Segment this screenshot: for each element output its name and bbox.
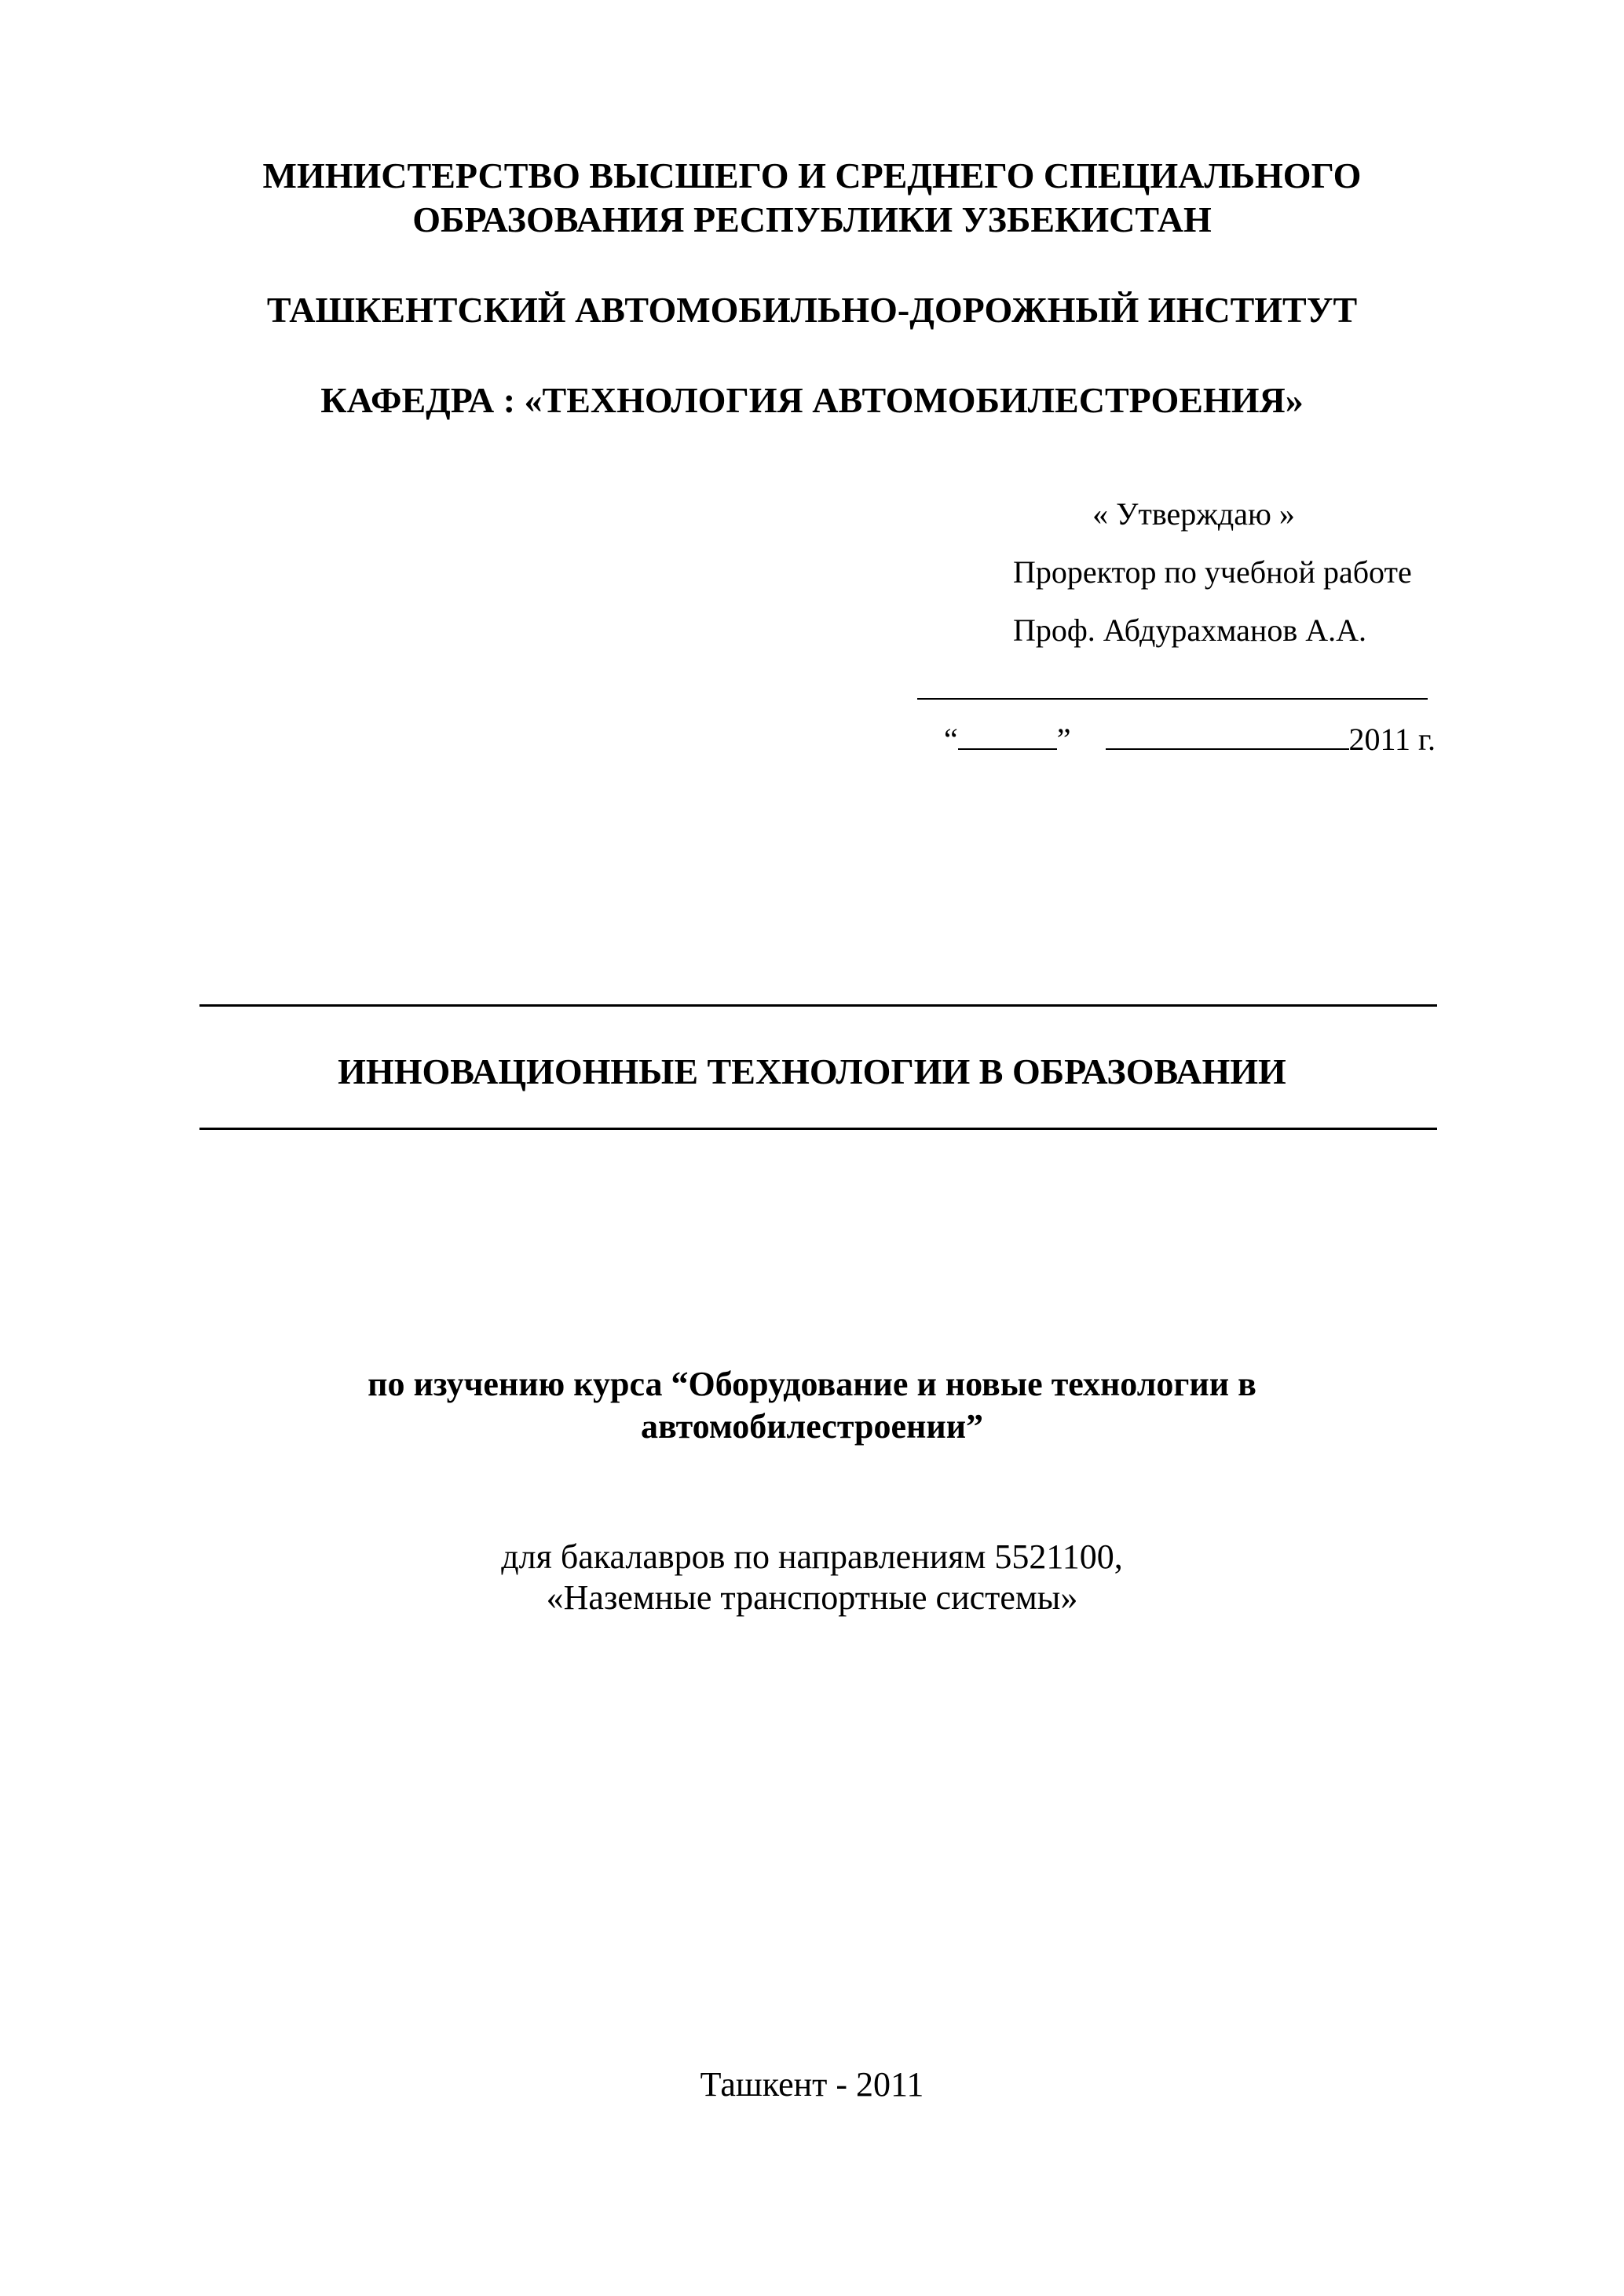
document-title: ИННОВАЦИОННЫЕ ТЕХНОЛОГИИ В ОБРАЗОВАНИИ (338, 1051, 1286, 1091)
date-open-quote: “ (944, 722, 958, 757)
approval-position: Проректор по учебной работе (1013, 554, 1412, 590)
day-blank (958, 720, 1057, 750)
title-rule-top (199, 1004, 1437, 1007)
ministry-line-2: ОБРАЗОВАНИЯ РЕСПУБЛИКИ УЗБЕКИСТАН (412, 199, 1212, 239)
institute-heading: ТАШКЕНТСКИЙ АВТОМОБИЛЬНО-ДОРОЖНЫЙ ИНСТИТУТ (266, 290, 1358, 330)
audience-line-1: для бакалавров по направлениям 5521100, (501, 1537, 1123, 1576)
course-line-2: автомобилестроении” (640, 1407, 984, 1446)
course-description (0, 1363, 1624, 1448)
date-close-quote: ” (1056, 722, 1071, 757)
ministry-heading (0, 154, 1624, 242)
course-line-1: по изучению курса “Оборудование и новые технологии в (368, 1365, 1256, 1403)
title-rule-bottom (199, 1128, 1437, 1130)
date-year: 2011 г. (1348, 722, 1436, 757)
approval-date (917, 720, 1436, 759)
audience-line-2: «Наземные транспортные системы» (546, 1578, 1078, 1617)
approval-title: « Утверждаю » (1092, 496, 1295, 532)
month-blank (1106, 720, 1349, 750)
audience-description (0, 1537, 1624, 1618)
department-heading: КАФЕДРА : «ТЕХНОЛОГИЯ АВТОМОБИЛЕСТРОЕНИЯ» (320, 380, 1304, 420)
city-year: Ташкент - 2011 (700, 2065, 924, 2104)
signature-line (917, 698, 1428, 700)
ministry-line-1: МИНИСТЕРСТВО ВЫСШЕГО И СРЕДНЕГО СПЕЦИАЛЬНОГО (262, 155, 1362, 196)
approval-name: Проф. Абдурахманов А.А. (1013, 612, 1366, 648)
